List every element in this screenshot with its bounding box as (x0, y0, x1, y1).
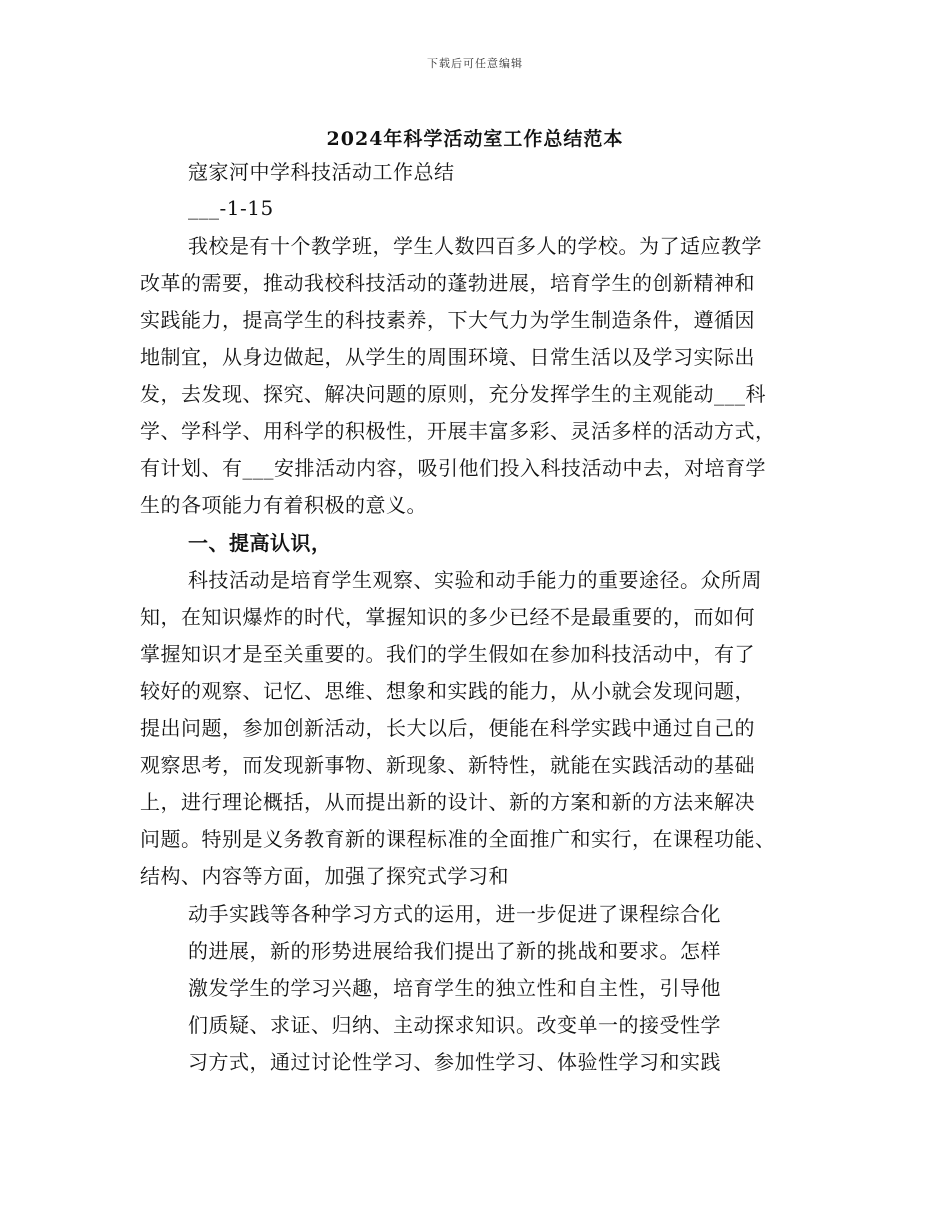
text-line: 动手实践等各种学习方式的运用，进一步促进了课程综合化 (188, 902, 721, 926)
text-line: 问题。特别是义务教育新的课程标准的全面推广和实行，在课程功能、 (140, 827, 776, 851)
text-line: 改革的需要，推动我校科技活动的蓬勃进展，培育学生的创新精神和 (140, 271, 755, 295)
text-line: 们质疑、求证、归纳、主动探求知识。改变单一的接受性学 (188, 1013, 721, 1037)
document-title: 2024年科学活动室工作总结范本 (326, 128, 624, 150)
text-line: 上，进行理论概括，从而提出新的设计、新的方案和新的方法来解决 (140, 790, 755, 814)
text-line: 掌握知识才是至关重要的。我们的学生假如在参加科技活动中，有了 (140, 642, 755, 666)
text-line: 的进展，新的形势进展给我们提出了新的挑战和要求。怎样 (188, 939, 721, 963)
text-line: 我校是有十个教学班，学生人数四百多人的学校。为了适应教学 (188, 234, 762, 258)
text-line: 较好的观察、记忆、思维、想象和实践的能力，从小就会发现问题， (140, 679, 755, 703)
text-line: ___-1-15 (188, 196, 274, 220)
text-line: 地制宜，从身边做起，从学生的周围环境、日常生活以及学习实际出 (140, 345, 755, 369)
text-line: 提出问题，参加创新活动，长大以后，便能在科学实践中通过自己的 (140, 716, 755, 740)
text-line: 学、学科学、用科学的积极性，开展丰富多彩、灵活多样的活动方式， (140, 419, 776, 443)
text-line: 习方式，通过讨论性学习、参加性学习、体验性学习和实践 (188, 1050, 721, 1074)
text-line: 有计划、有___安排活动内容，吸引他们投入科技活动中去，对培育学 (140, 456, 766, 480)
page-header: 下载后可任意编辑 (427, 57, 523, 70)
text-line: 结构、内容等方面，加强了探究式学习和 (140, 864, 509, 888)
section-heading: 一、提高认识， (188, 531, 332, 555)
text-line: 发，去发现、探究、解决问题的原则，充分发挥学生的主观能动___科 (140, 382, 766, 406)
text-line: 知，在知识爆炸的时代，掌握知识的多少已经不是最重要的，而如何 (140, 605, 755, 629)
text-line: 科技活动是培育学生观察、实验和动手能力的重要途径。众所周 (188, 568, 762, 592)
text-line: 激发学生的学习兴趣，培育学生的独立性和自主性，引导他 (188, 976, 721, 1000)
text-line: 寇家河中学科技活动工作总结 (188, 160, 455, 184)
text-line: 观察思考，而发现新事物、新现象、新特性，就能在实践活动的基础 (140, 753, 755, 777)
text-line: 生的各项能力有着积极的意义。 (140, 493, 427, 517)
text-line: 实践能力，提高学生的科技素养，下大气力为学生制造条件，遵循因 (140, 308, 755, 332)
